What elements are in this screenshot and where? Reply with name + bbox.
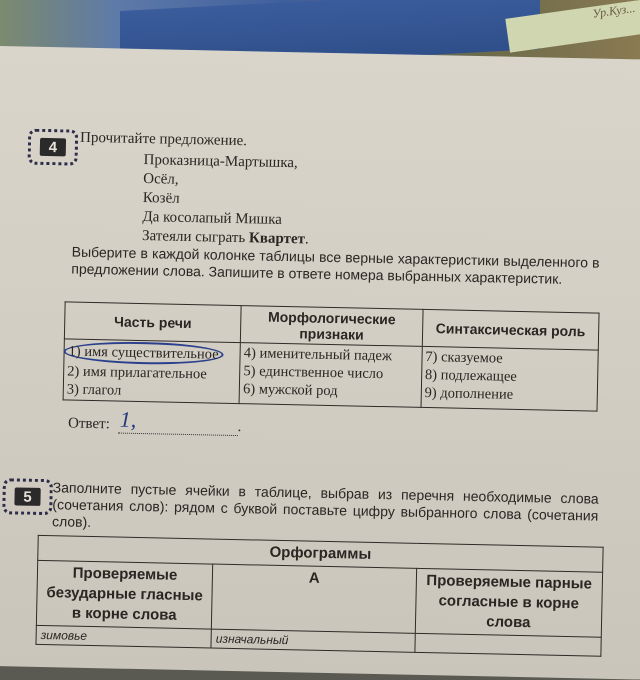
task-4-answer — [68, 408, 242, 439]
table-header-paired-consonants: Проверяемые парные согласные в корне слова — [415, 568, 603, 637]
table-cell-empty[interactable] — [414, 633, 601, 656]
option-1-label: 1) имя существительное — [68, 343, 219, 363]
handwritten-answer: 1, — [119, 406, 137, 432]
option-item-8: 8) подлежащее — [424, 366, 517, 385]
poem-last-suffix: . — [304, 231, 309, 248]
table-cell-morphology — [239, 343, 422, 408]
task-5-table — [35, 535, 603, 657]
option-item-5: 5) единственное число — [243, 363, 384, 383]
table-title-orthograms: Орфограммы — [38, 535, 603, 572]
task-4-instruction: Выберите в каждой колонке таблицы все верные характеристики выделенного в предложении слова. Запишите в ответе номера выбранных характеристик. — [71, 243, 600, 287]
task-4-title: Прочитайте предложение. — [79, 129, 248, 150]
task-4-number: 4 — [40, 138, 66, 157]
answer-label: Ответ: — [67, 415, 111, 433]
highlighted-word: Квартет — [248, 230, 306, 248]
table-header-part-of-speech: Часть речи — [64, 302, 241, 343]
poem-line: Осёл, — [143, 171, 179, 188]
answer-end-mark: . — [237, 419, 242, 436]
poem-last-prefix: Затеяли сыграть — [141, 228, 250, 247]
table-cell-syntax — [421, 346, 598, 411]
table-header-a: А — [211, 564, 416, 633]
option-item-3: 3) глагол — [66, 381, 122, 399]
task-5-number-badge — [2, 478, 53, 515]
table-cell-example: зимовье — [36, 625, 212, 648]
table-header-morphology: Морфологические признаки — [241, 306, 423, 347]
table-cell-part-of-speech — [63, 339, 240, 404]
task-5-number: 5 — [14, 487, 40, 506]
task-5-instruction: Заполните пустые ячейки в таблице, выбрав из перечня необходимые слова (сочетания слов): рядом с буквой поставьте цифру выбранного слова (сочетания слов). — [51, 479, 599, 531]
option-item-4: 4) именительный падеж — [243, 345, 393, 365]
option-item-7: 7) сказуемое — [425, 348, 503, 367]
table-header-syntax: Синтаксическая роль — [422, 309, 599, 350]
table-cell-example: изначальный — [211, 629, 415, 652]
poem-line: Да косолапый Мишка — [142, 209, 283, 228]
poem-line: Козёл — [142, 190, 180, 207]
table-header-unstressed-vowels: Проверяемые безударные гласные в корне слова — [36, 560, 212, 629]
background-corner-text: Ур.Куз... — [591, 0, 637, 21]
task-4-number-badge — [28, 129, 79, 166]
task-4-poem — [142, 151, 311, 249]
option-item-9: 9) дополнение — [424, 384, 514, 403]
task-4-table — [63, 301, 600, 411]
answer-field[interactable] — [117, 407, 238, 437]
option-item-6: 6) мужской род — [242, 381, 338, 400]
workbook-page — [0, 46, 640, 680]
poem-line: Проказница-Мартышка, — [143, 152, 298, 172]
option-item-2: 2) имя прилагательное — [67, 363, 207, 383]
